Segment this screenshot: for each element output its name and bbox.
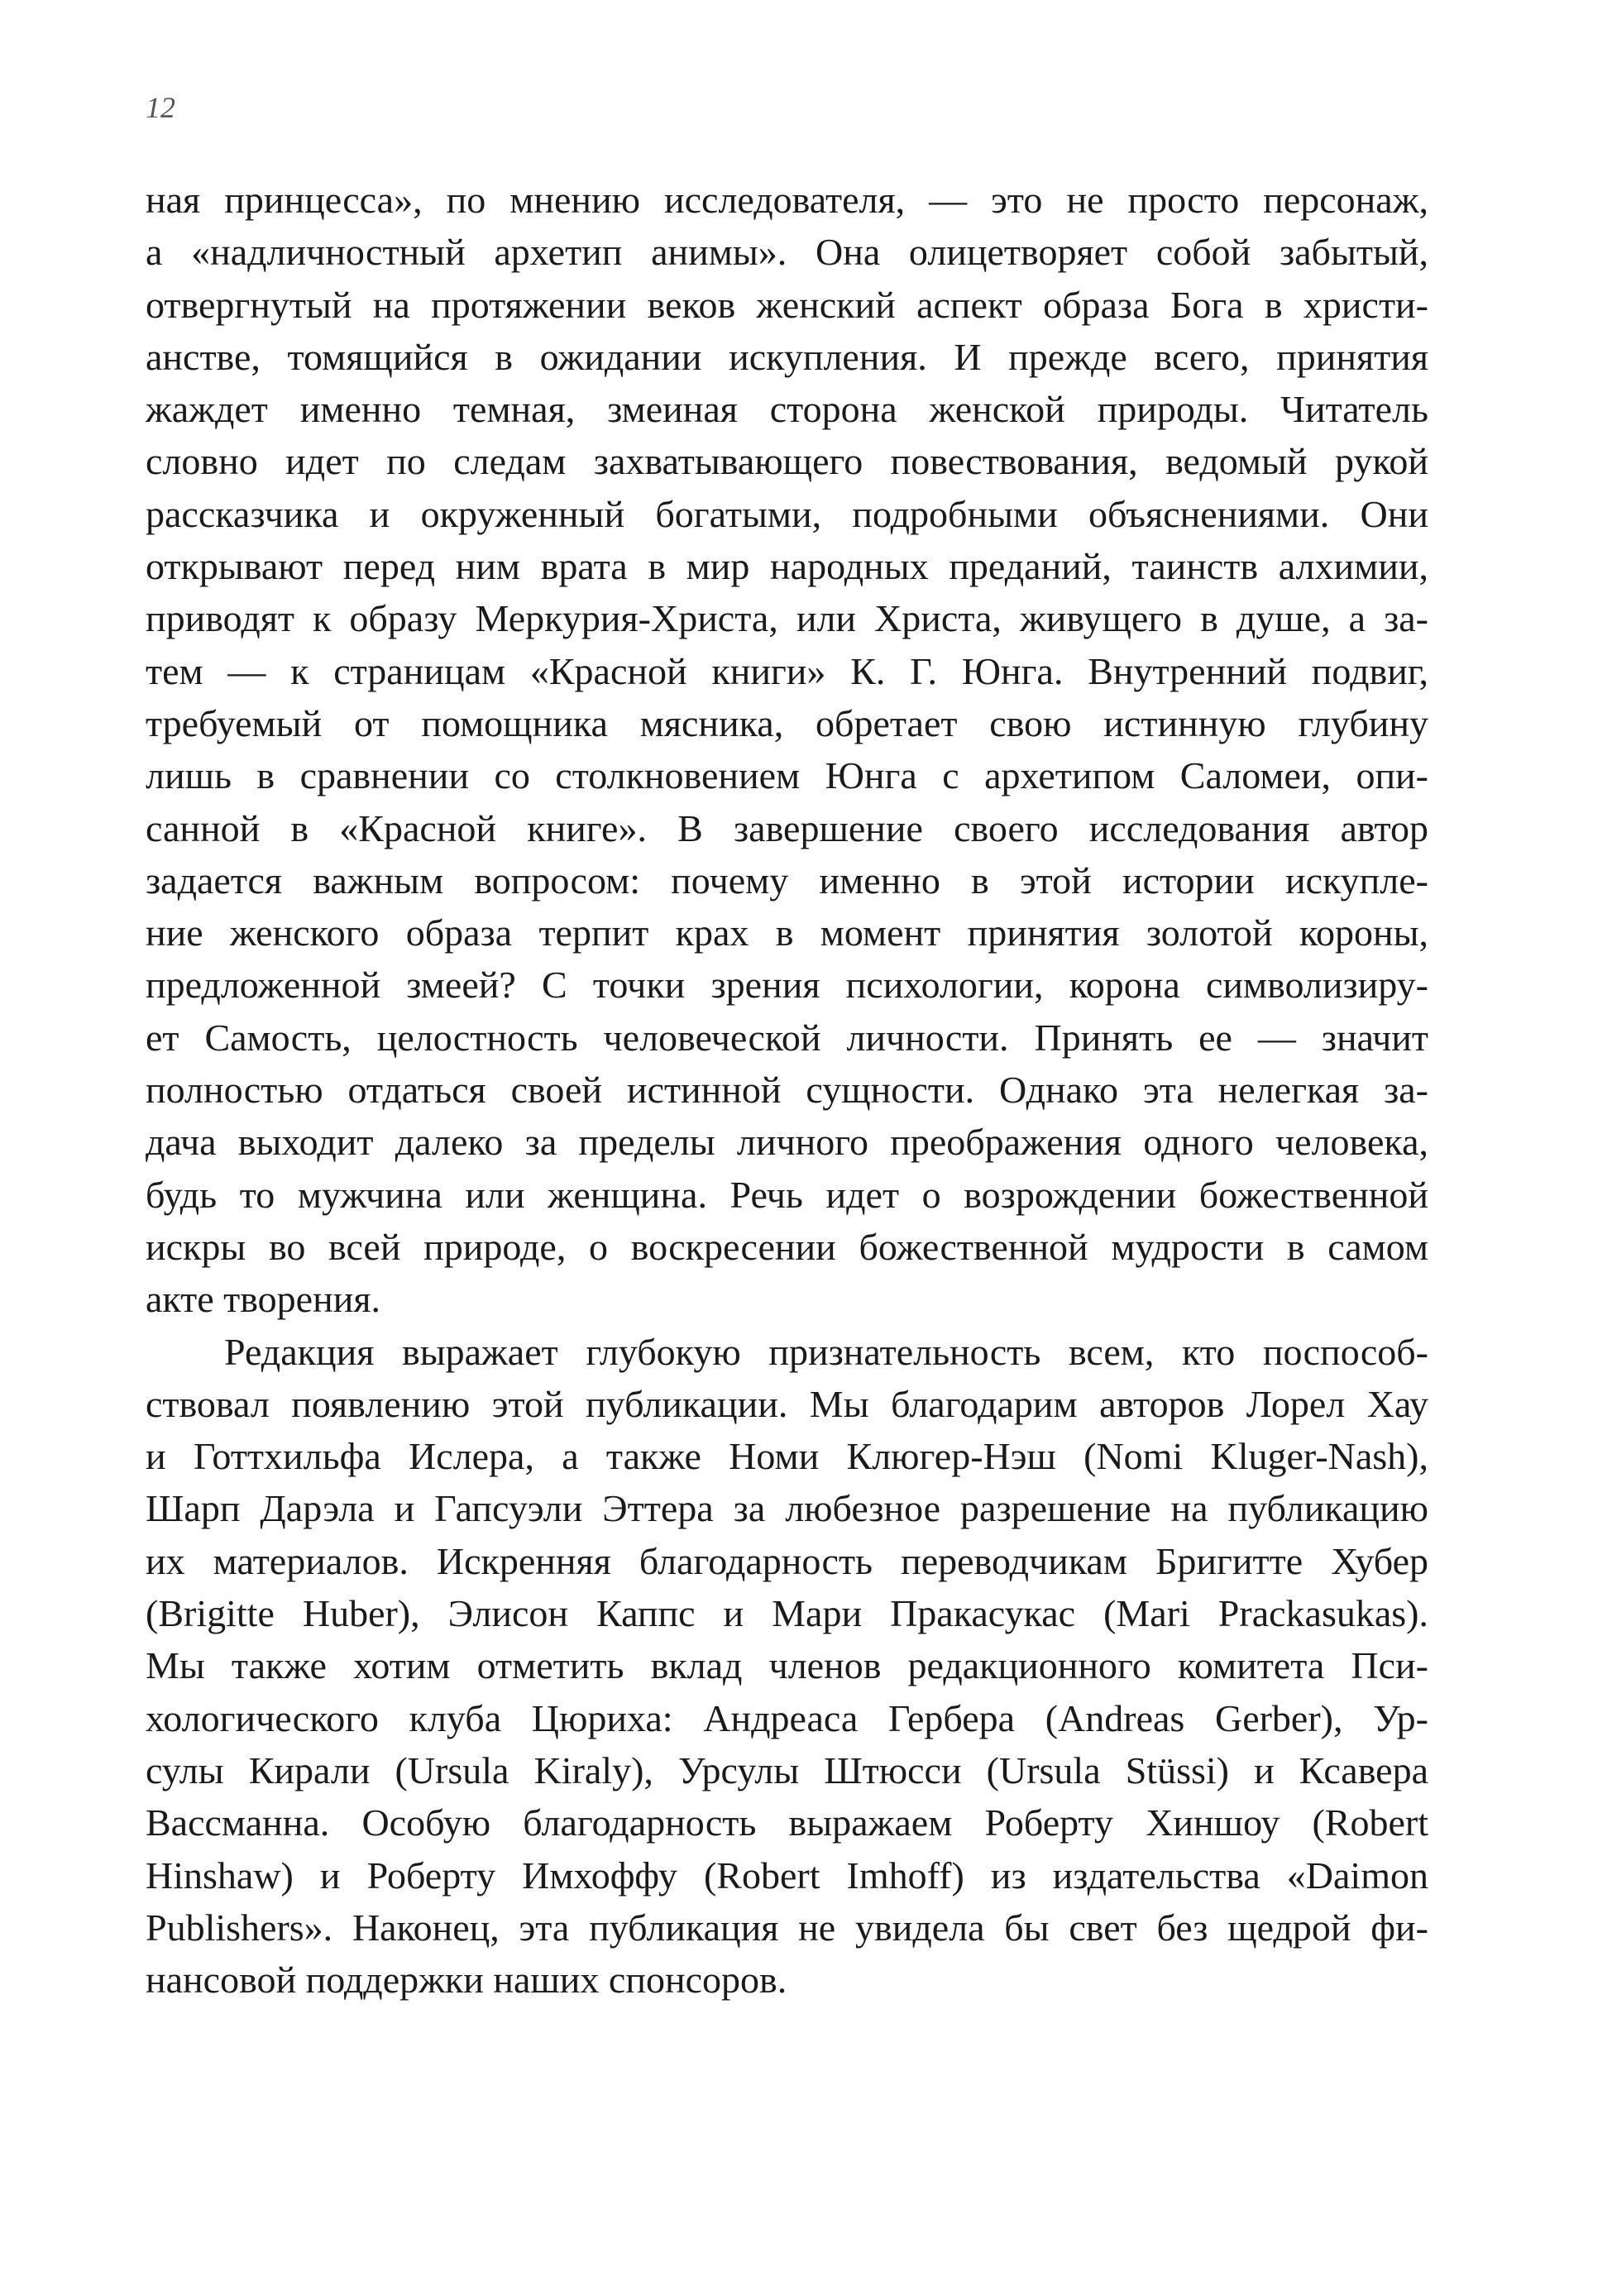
text-line: сулы Кирали (Ursula Kiraly), Урсулы Штюсси (Ursula Stüssi) и Ксавера — [146, 1748, 1428, 1791]
text-line: задается важным вопросом: почему именно в этой истории искупле- — [146, 859, 1428, 902]
text-line: акте творения. — [146, 1278, 380, 1321]
text-line: ние женского образа терпит крах в момент принятия золотой короны, — [146, 911, 1428, 954]
text-line: Шарп Дарэла и Гапсуэли Эттера за любезное разрешение на публикацию — [146, 1487, 1428, 1530]
text-line: Publishers». Наконец, эта публикация не увидела бы свет без щедрой фи- — [146, 1906, 1428, 1949]
text-line: предложенной змеей? С точки зрения психологии, корона символизиру- — [146, 964, 1428, 1007]
text-line: отвергнутый на протяжении веков женский аспект образа Бога в христи- — [146, 283, 1428, 326]
text-line: а «надличностный архетип анимы». Она олицетворяет собой забытый, — [146, 231, 1428, 274]
text-line: и Готтхильфа Ислера, а также Номи Клюгер-Нэш (Nomi Kluger-Nash), — [146, 1435, 1428, 1478]
text-line: нансовой поддержки наших спонсоров. — [146, 1959, 787, 2002]
text-line: хологического клуба Цюриха: Андреаса Гербера (Andreas Gerber), Ур- — [146, 1696, 1428, 1739]
text-line: (Brigitte Huber), Элисон Каппс и Мари Пракасукас (Mari Prackasukas). — [146, 1592, 1428, 1635]
text-line: ствовал появлению этой публикации. Мы благодарим авторов Лорел Хау — [146, 1382, 1428, 1425]
text-line: Вассманна. Особую благодарность выражаем Роберту Хиншоу (Robert — [146, 1801, 1428, 1844]
text-line: тем — к страницам «Красной книги» К. Г. Юнга. Внутренний подвиг, — [146, 649, 1428, 692]
text-line: санной в «Красной книге». В завершение своего исследования автор — [146, 806, 1428, 849]
text-line: Мы также хотим отметить вклад членов редакционного комитета Пси- — [146, 1644, 1428, 1687]
text-line: дача выходит далеко за пределы личного преображения одного человека, — [146, 1121, 1428, 1164]
text-line: открывают перед ним врата в мир народных преданий, таинств алхимии, — [146, 545, 1428, 588]
page-number: 12 — [146, 91, 175, 124]
text-line: рассказчика и окруженный богатыми, подробными объяснениями. Они — [146, 492, 1428, 535]
text-line: ет Самость, целостность человеческой личности. Принять ее — значит — [146, 1016, 1428, 1059]
text-line: словно идет по следам захватывающего повествования, ведомый рукой — [146, 440, 1428, 483]
text-line: приводят к образу Меркурия-Христа, или Христа, живущего в душе, а за- — [146, 597, 1428, 640]
text-line: Hinshaw) и Роберту Имхоффу (Robert Imhoff) из издательства «Daimon — [146, 1854, 1428, 1897]
text-line: Редакция выражает глубокую признательность всем, кто поспособ- — [224, 1330, 1428, 1373]
text-line: их материалов. Искренняя благодарность переводчикам Бригитте Хубер — [146, 1539, 1428, 1582]
text-line: жаждет именно темная, змеиная сторона женской природы. Читатель — [146, 388, 1428, 431]
text-line: анстве, томящийся в ожидании искупления. И прежде всего, принятия — [146, 335, 1428, 378]
body-text — [146, 174, 1428, 2006]
text-line: будь то мужчина или женщина. Речь идет о возрождении божественной — [146, 1173, 1428, 1216]
text-line: искры во всей природе, о воскресении божественной мудрости в самом — [146, 1225, 1428, 1268]
text-line: полностью отдаться своей истинной сущности. Однако эта нелегкая за- — [146, 1069, 1428, 1112]
text-line: лишь в сравнении со столкновением Юнга с архетипом Саломеи, опи- — [146, 754, 1428, 797]
text-line: требуемый от помощника мясника, обретает свою истинную глубину — [146, 701, 1428, 744]
text-line: ная принцесса», по мнению исследователя, — это не просто персонаж, — [146, 179, 1428, 221]
